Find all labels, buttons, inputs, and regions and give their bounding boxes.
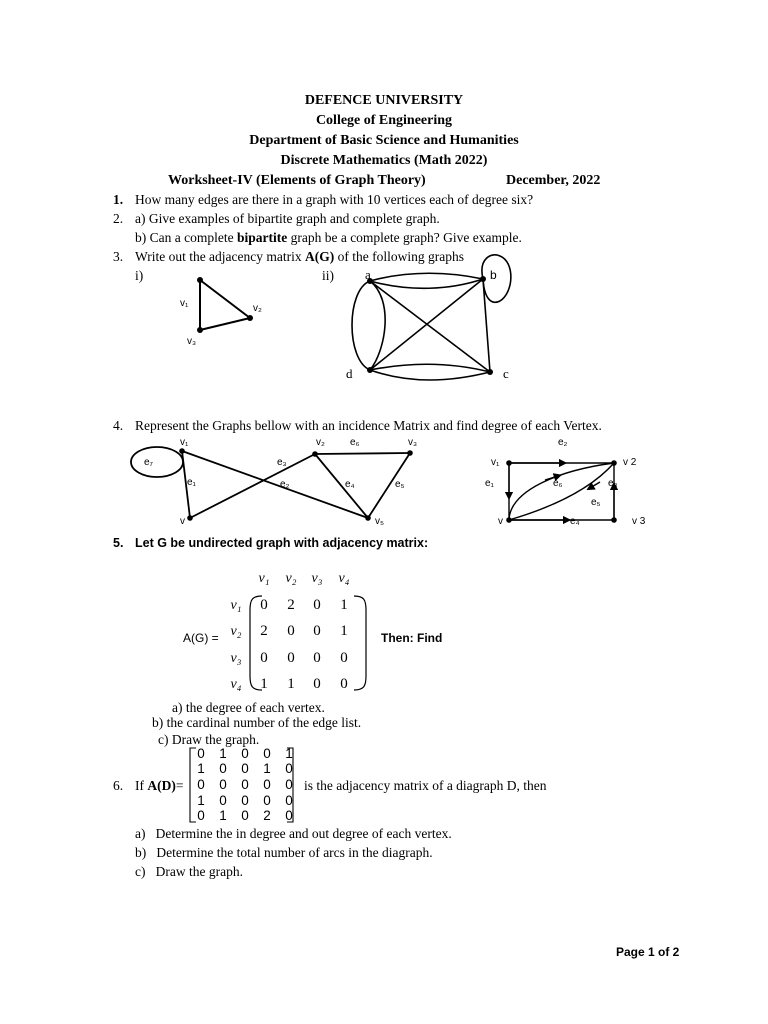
- label-e3: e₃: [277, 457, 287, 468]
- label-c: c: [503, 366, 509, 381]
- q3-part-ii: ii): [322, 268, 334, 283]
- label-e1: e₁: [187, 477, 196, 488]
- label-e5: e₅: [591, 497, 601, 508]
- matrix-cell: 0: [340, 676, 348, 692]
- label-a: a: [365, 267, 371, 282]
- matrix-cell: 1: [219, 808, 227, 823]
- q3-part-i: i): [135, 268, 144, 283]
- matrix-cell: 2: [287, 597, 295, 613]
- matrix-cell: 0: [219, 761, 227, 776]
- page-number: Page 1 of 2: [616, 945, 680, 959]
- label-e4: e₄: [570, 516, 580, 527]
- header-university: DEFENCE UNIVERSITY: [304, 93, 464, 108]
- matrix-cell: 0: [313, 676, 321, 692]
- header-date: December, 2022: [506, 173, 601, 188]
- label-v4: v: [180, 516, 185, 527]
- matrix-cell: 0: [340, 650, 348, 666]
- right-bracket: [287, 748, 293, 822]
- label-e2: e₂: [558, 437, 568, 448]
- label-e6: e₆: [553, 478, 563, 489]
- matrix-cell: 0: [197, 808, 205, 823]
- matrix-cell: 0: [285, 793, 293, 808]
- label-v3: v₃: [408, 437, 418, 448]
- q6-lhs: If A(D)=: [135, 778, 184, 793]
- row-header: v₂: [230, 624, 242, 639]
- label-v2: v 2: [623, 457, 637, 468]
- q5-then: Then: Find: [381, 631, 443, 645]
- matrix-cell: 1: [260, 676, 268, 692]
- matrix-cell: 0: [241, 777, 249, 792]
- label-e6: e₆: [350, 437, 360, 448]
- matrix-cell: 0: [313, 597, 321, 613]
- q5-part-c: c) Draw the graph.: [158, 732, 260, 747]
- matrix-cell: 1: [340, 597, 348, 613]
- row-header: v₁: [230, 598, 242, 613]
- q3-number: 3.: [113, 249, 124, 264]
- header-worksheet: Worksheet-IV (Elements of Graph Theory): [168, 173, 426, 188]
- matrix-cell: 0: [313, 650, 321, 666]
- q5-part-a: a) the degree of each vertex.: [172, 700, 325, 715]
- label-v1: v₁: [491, 457, 500, 468]
- matrix-cell: 0: [263, 777, 271, 792]
- q6-part-c: c) Draw the graph.: [135, 864, 243, 879]
- q2-part-b: b) Can a complete bipartite graph be a complete graph? Give example.: [135, 230, 522, 245]
- header-course: Discrete Mathematics (Math 2022): [280, 153, 488, 168]
- matrix-cell: 0: [263, 746, 271, 761]
- label-v3: v 3: [632, 516, 646, 527]
- label-d: d: [346, 366, 353, 381]
- row-header: v₃: [230, 651, 242, 666]
- matrix-cell: 1: [197, 793, 205, 808]
- q1-number: 1.: [113, 192, 124, 207]
- label-e1: e₁: [485, 478, 494, 489]
- left-bracket: [190, 748, 196, 822]
- q6-number: 6.: [113, 778, 124, 793]
- q2-number: 2.: [113, 211, 124, 226]
- matrix-cell: 0: [285, 808, 293, 823]
- q5-part-b: b) the cardinal number of the edge list.: [152, 715, 362, 730]
- column-header: v₁: [258, 571, 270, 586]
- label-v4: v: [498, 516, 503, 527]
- q1-text: How many edges are there in a graph with 10 vertices each of degree six?: [135, 192, 534, 207]
- label-e4: e₄: [345, 479, 355, 490]
- matrix-cell: 0: [241, 808, 249, 823]
- matrix-cell: 0: [197, 777, 205, 792]
- matrix-cell: 0: [287, 650, 295, 666]
- label-v1: v₁: [180, 437, 189, 448]
- header-department: Department of Basic Science and Humanities: [249, 133, 519, 148]
- q5-text: Let G be undirected graph with adjacency matrix:: [135, 536, 429, 550]
- matrix-cell: 0: [241, 793, 249, 808]
- q6-text: is the adjacency matrix of a diagraph D, then: [304, 778, 547, 793]
- header-college: College of Engineering: [315, 113, 453, 128]
- matrix-cell: 0: [260, 650, 268, 666]
- q5-lhs: A(G) =: [183, 631, 219, 645]
- label-v3: v₃: [187, 336, 197, 347]
- matrix-cell: 0: [263, 793, 271, 808]
- matrix-cell: 0: [285, 761, 293, 776]
- column-header: v₄: [338, 571, 350, 586]
- matrix-cell: 0: [313, 623, 321, 639]
- matrix-cell: 0: [287, 623, 295, 639]
- matrix-cell: 1: [219, 746, 227, 761]
- matrix-cell: 1: [285, 746, 293, 761]
- matrix-cell: 0: [260, 597, 268, 613]
- matrix-cell: 0: [241, 761, 249, 776]
- label-v2: v₂: [316, 437, 325, 448]
- label-e2: e₂: [280, 479, 290, 490]
- q2-part-a: a) Give examples of bipartite graph and complete graph.: [135, 211, 440, 226]
- matrix-cell: 0: [241, 746, 249, 761]
- column-header: v₃: [311, 571, 323, 586]
- matrix-cell: 2: [260, 623, 268, 639]
- q3-text: Write out the adjacency matrix A(G) of the following graphs: [135, 249, 464, 264]
- label-e5: e₅: [395, 479, 405, 490]
- matrix-cell: 1: [340, 623, 348, 639]
- q6-part-b: b) Determine the total number of arcs in the diagraph.: [135, 845, 433, 860]
- label-v2: v₂: [253, 303, 262, 314]
- label-v1: v₁: [180, 298, 189, 309]
- label-e3: e₃: [608, 478, 618, 489]
- matrix-cell: 1: [263, 761, 271, 776]
- matrix-cell: 1: [197, 761, 205, 776]
- matrix-cell: 0: [197, 746, 205, 761]
- column-header: v₂: [285, 571, 297, 586]
- q6-part-a: a) Determine the in degree and out degree of each vertex.: [135, 826, 452, 841]
- matrix-cell: 1: [287, 676, 295, 692]
- row-header: v₄: [230, 677, 242, 692]
- q5-number: 5.: [113, 536, 124, 550]
- matrix-cell: 0: [219, 777, 227, 792]
- q4-text: Represent the Graphs bellow with an incidence Matrix and find degree of each Vertex.: [135, 418, 602, 433]
- label-v5: v₅: [375, 516, 385, 527]
- matrix-cell: 2: [263, 808, 271, 823]
- label-e7: e₇: [144, 457, 153, 468]
- matrix-cell: 0: [219, 793, 227, 808]
- label-b: b: [490, 268, 497, 282]
- matrix-cell: 0: [285, 777, 293, 792]
- q4-number: 4.: [113, 418, 124, 433]
